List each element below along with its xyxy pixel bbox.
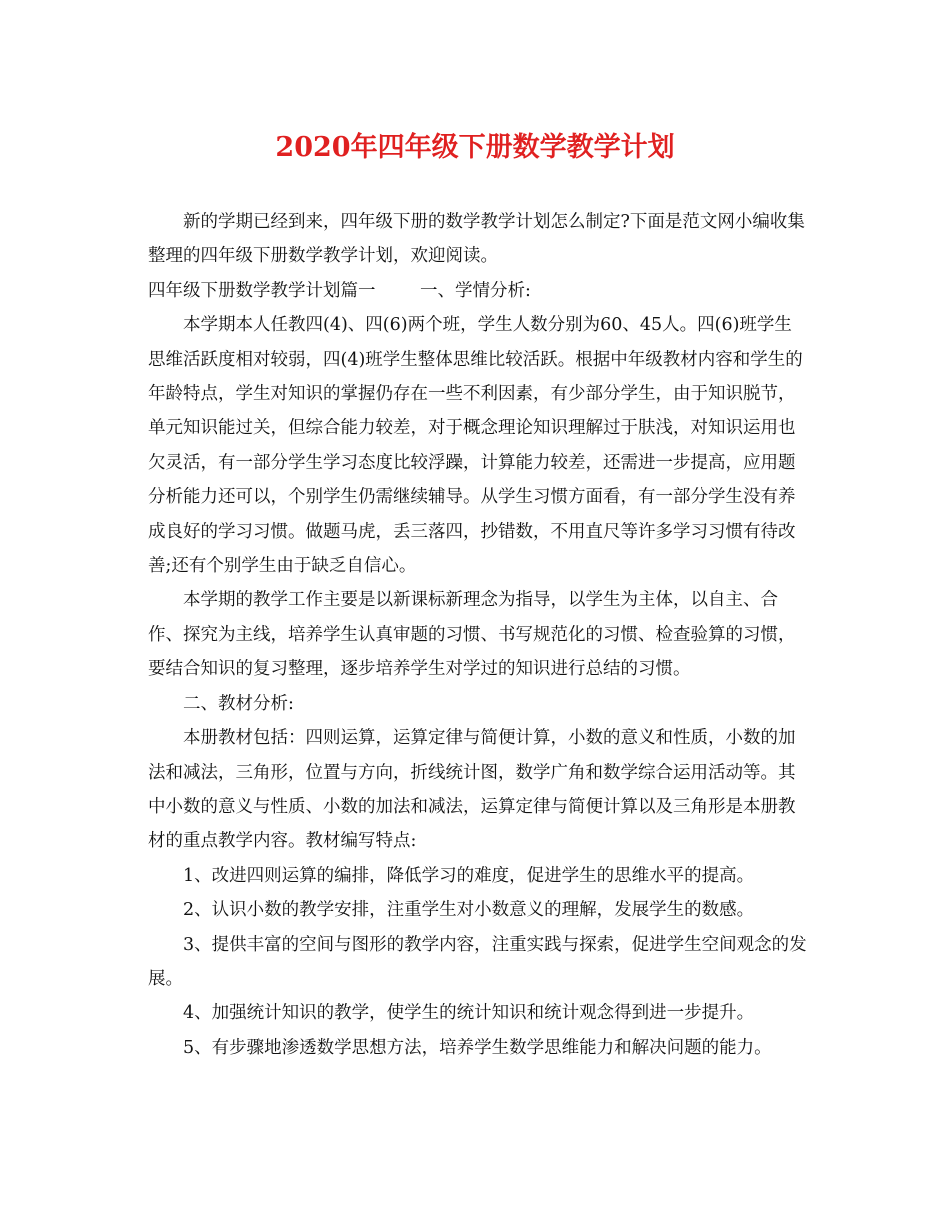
paragraph: 2、认识小数的教学安排，注重学生对小数意义的理解，发展学生的数感。 xyxy=(183,900,755,921)
paragraph: 5、有步骤地渗透数学思想方法，培养学生数学思维能力和解决问题的能力。 xyxy=(183,1037,772,1058)
paragraph: 四年级下册数学教学计划篇一 一、学情分析: xyxy=(148,280,531,301)
paragraph: 4、加强统计知识的教学，使学生的统计知识和统计观念得到进一步提升。 xyxy=(183,1003,755,1024)
paragraph: 新的学期已经到来，四年级下册的数学教学计划怎么制定?下面是范文网小编收集整理的四年级下册数学教学计划，欢迎阅读。 xyxy=(148,212,805,267)
document-body xyxy=(148,205,808,1065)
paragraph: 1、改进四则运算的编排，降低学习的难度，促进学生的思维水平的提高。 xyxy=(183,865,755,886)
document-title: 2020年四年级下册数学教学计划 xyxy=(275,132,675,163)
paragraph: 本学期的教学工作主要是以新课标新理念为指导，以学生为主体，以自主、合作、探究为主线，培养学生认真审题的习惯、书写规范化的习惯、检查验算的习惯，要结合知识的复习整理，逐步培养学生对学过的知识进行总结的习惯。 xyxy=(148,590,796,680)
paragraph: 3、提供丰富的空间与图形的教学内容，注重实践与探索，促进学生空间观念的发展。 xyxy=(148,934,807,989)
paragraph: 二、教材分析: xyxy=(183,693,294,714)
paragraph: 本册教材包括：四则运算，运算定律与简便计算，小数的意义和性质，小数的加法和减法，三角形，位置与方向，折线统计图，数学广角和数学综合运用活动等。其中小数的意义与性质、小数的加法和减法，运算定律与简便计算以及三角形是本册教材的重点教学内容。教材编写特点: xyxy=(148,728,796,852)
paragraph: 本学期本人任教四(4)、四(6)两个班，学生人数分别为60、45人。四(6)班学生思维活跃度相对较弱，四(4)班学生整体思维比较活跃。根据中年级教材内容和学生的年龄特点，学生对知识的掌握仍存在一些不利因素，有少部分学生，由于知识脱节，单元知识能过关，但综合能力较差，对于概念理论知识理解过于肤浅，对知识运用也欠灵活，有一部分学生学习态度比较浮躁，计算能力较差，还需进一步提高，应用题分析能力还可以，个别学生仍需继续辅导。从学生习惯方面看，有一部分学生没有养成良好的学习习惯。做题马虎，丢三落四，抄错数，不用直尺等许多学习习惯有待改善;还有个别学生由于缺乏自信心。 xyxy=(148,315,803,577)
